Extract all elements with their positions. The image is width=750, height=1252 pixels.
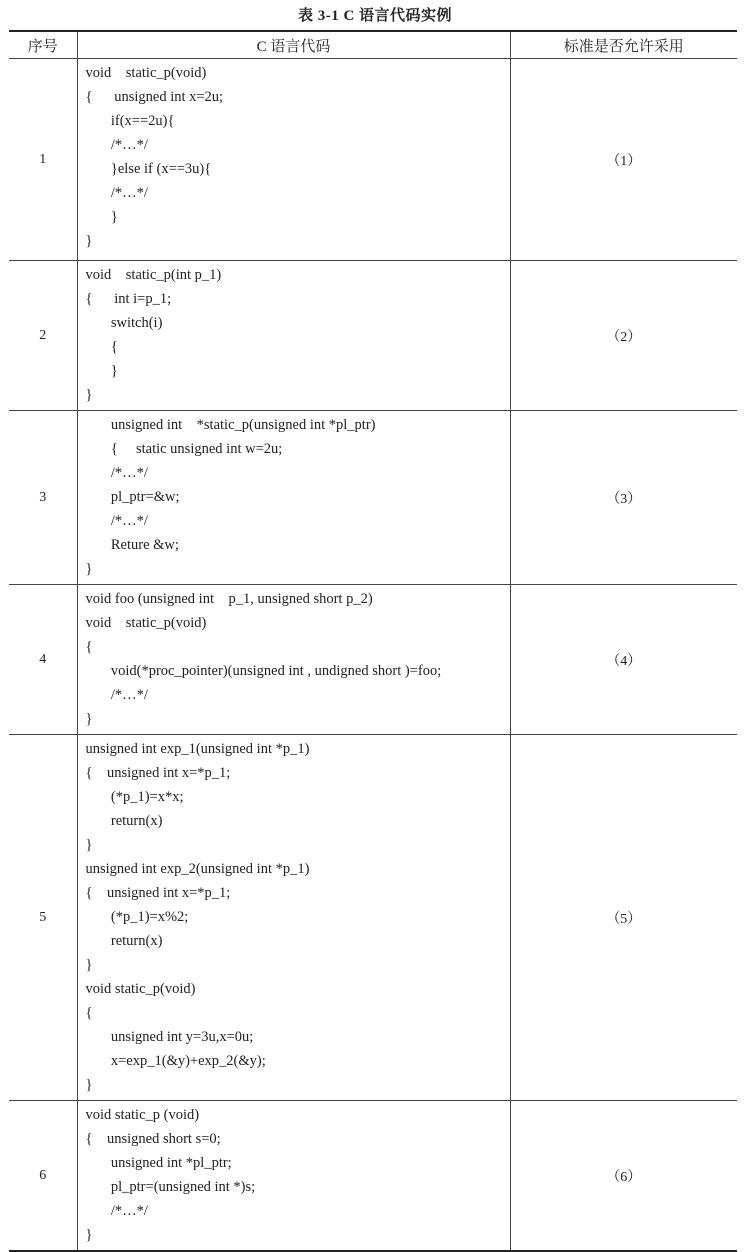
- code-example-table: [9, 30, 737, 1252]
- code-line: unsigned int *static_p(unsigned int *pl_ptr): [85, 417, 376, 433]
- code-line: void static_p(void): [85, 981, 196, 997]
- code-line: }: [85, 387, 93, 403]
- answer-blank: （3）: [510, 411, 737, 585]
- code-line: pl_ptr=&w;: [85, 489, 180, 505]
- row-index: 3: [9, 411, 77, 585]
- code-line: Reture &w;: [85, 537, 179, 553]
- answer-blank: （1）: [510, 59, 737, 261]
- answer-blank: （6）: [510, 1101, 737, 1252]
- code-line: switch(i): [85, 315, 163, 331]
- code-line: return(x): [85, 933, 163, 949]
- header-row: [9, 31, 737, 59]
- code-cell: [77, 261, 510, 411]
- code-cell: [77, 735, 510, 1101]
- code-line: { unsigned int x=*p_1;: [85, 885, 231, 901]
- code-line: }: [85, 363, 118, 379]
- code-line: }: [85, 1077, 93, 1093]
- table-row: [9, 59, 737, 261]
- code-line: }: [85, 1227, 93, 1243]
- code-line: {: [85, 1005, 93, 1021]
- code-line: (*p_1)=x%2;: [85, 909, 189, 925]
- table-row: [9, 735, 737, 1101]
- code-line: /*…*/: [85, 687, 148, 703]
- code-cell: [77, 585, 510, 735]
- code-line: {: [85, 339, 118, 355]
- row-index: 5: [9, 735, 77, 1101]
- code-line: }: [85, 209, 118, 225]
- code-line: }: [85, 711, 93, 727]
- code-line: void(*proc_pointer)(unsigned int , undigned short )=foo;: [85, 663, 442, 679]
- code-line: }: [85, 561, 93, 577]
- code-line: }: [85, 233, 93, 249]
- code-line: /*…*/: [85, 137, 148, 153]
- code-line: pl_ptr=(unsigned int *)s;: [85, 1179, 256, 1195]
- code-line: void static_p(void): [85, 65, 207, 81]
- table-row: [9, 585, 737, 735]
- code-line: x=exp_1(&y)+exp_2(&y);: [85, 1053, 266, 1069]
- code-line: /*…*/: [85, 465, 148, 481]
- code-line: }else if (x==3u){: [85, 161, 212, 177]
- code-line: { int i=p_1;: [85, 291, 172, 307]
- header-index: 序号: [9, 31, 77, 59]
- code-line: (*p_1)=x*x;: [85, 789, 184, 805]
- code-line: /*…*/: [85, 1203, 148, 1219]
- code-line: { unsigned int x=2u;: [85, 89, 224, 105]
- code-line: unsigned int exp_1(unsigned int *p_1): [85, 741, 310, 757]
- code-line: unsigned int *pl_ptr;: [85, 1155, 232, 1171]
- row-index: 4: [9, 585, 77, 735]
- code-line: { unsigned int x=*p_1;: [85, 765, 231, 781]
- table-row: [9, 1101, 737, 1252]
- header-code: C 语言代码: [77, 31, 510, 59]
- code-line: unsigned int y=3u,x=0u;: [85, 1029, 254, 1045]
- code-line: void foo (unsigned int p_1, unsigned short p_2): [85, 591, 373, 607]
- table-row: [9, 411, 737, 585]
- code-cell: [77, 1101, 510, 1252]
- code-line: /*…*/: [85, 185, 148, 201]
- row-index: 2: [9, 261, 77, 411]
- code-cell: [77, 411, 510, 585]
- row-index: 1: [9, 59, 77, 261]
- table-caption: 表 3-1 C 语言代码实例: [297, 8, 453, 24]
- answer-blank: （5）: [510, 735, 737, 1101]
- code-line: {: [85, 639, 93, 655]
- answer-blank: （4）: [510, 585, 737, 735]
- answer-blank: （2）: [510, 261, 737, 411]
- code-line: if(x==2u){: [85, 113, 175, 129]
- header-allowed: 标准是否允许采用: [510, 31, 737, 59]
- code-line: }: [85, 837, 93, 853]
- code-line: /*…*/: [85, 513, 148, 529]
- code-line: unsigned int exp_2(unsigned int *p_1): [85, 861, 310, 877]
- code-line: void static_p(int p_1): [85, 267, 222, 283]
- code-line: }: [85, 957, 93, 973]
- code-line: return(x): [85, 813, 163, 829]
- code-line: { static unsigned int w=2u;: [85, 441, 283, 457]
- code-line: void static_p(void): [85, 615, 207, 631]
- table-row: [9, 261, 737, 411]
- row-index: 6: [9, 1101, 77, 1252]
- code-cell: [77, 59, 510, 261]
- code-line: { unsigned short s=0;: [85, 1131, 221, 1147]
- code-line: void static_p (void): [85, 1107, 200, 1123]
